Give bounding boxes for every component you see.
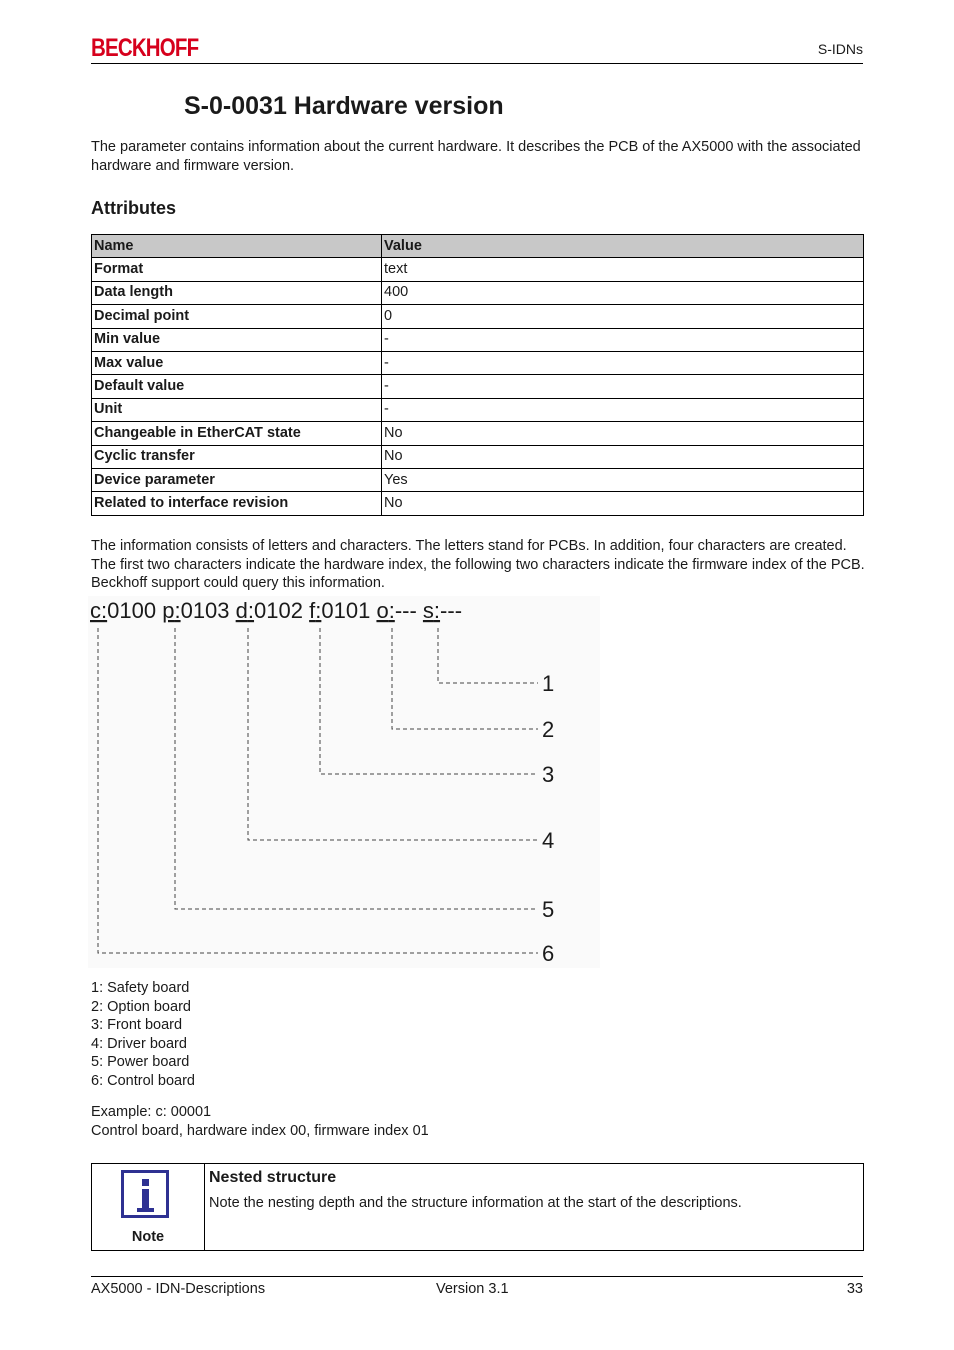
attribute-name: Changeable in EtherCAT state xyxy=(92,422,382,445)
intro-paragraph: The parameter contains information about the current hardware. It describes the PCB of the AX5000 with the associated hardware and firmware version. xyxy=(91,139,861,174)
callout-number: 3 xyxy=(542,762,555,787)
code-text xyxy=(90,598,462,623)
attribute-name: Min value xyxy=(92,328,382,351)
attribute-value: - xyxy=(382,375,864,398)
legend-item: 4: Driver board xyxy=(91,1035,187,1052)
code-colon: : xyxy=(174,598,181,623)
legend-item: 3: Front board xyxy=(91,1017,183,1033)
code-letter: c xyxy=(90,598,101,623)
beckhoff-logo: BECKHOFF xyxy=(91,34,199,62)
table-row xyxy=(92,398,864,421)
legend-item: 5: Power board xyxy=(91,1054,190,1070)
example-block xyxy=(91,1103,429,1140)
page-title: S-0-0031 Hardware version xyxy=(184,92,504,120)
code-colon: : xyxy=(101,598,108,623)
legend-item: 2: Option board xyxy=(91,998,191,1015)
code-letter: d xyxy=(235,598,248,623)
attribute-name: Unit xyxy=(92,398,382,421)
table-row xyxy=(92,468,864,491)
attribute-value: No xyxy=(382,422,864,445)
example-line: Example: c: 00001 xyxy=(91,1104,212,1120)
attributes-table xyxy=(91,234,864,516)
explanation-paragraph: The information consists of letters and characters. The letters stand for PCBs. In addition, four characters are created. The first two characters indicate the hardware index, the following two characters indicate the firmware index of the PCB. Beckhoff support could query this information. xyxy=(91,538,865,591)
attribute-value: text xyxy=(382,258,864,281)
footer-rule xyxy=(91,1276,863,1277)
code-letter: f xyxy=(309,598,316,623)
info-icon xyxy=(121,1170,169,1218)
note-box xyxy=(91,1163,864,1251)
attribute-name: Cyclic transfer xyxy=(92,445,382,468)
table-row xyxy=(92,258,864,281)
code-letter: s xyxy=(422,598,434,623)
code-value: --- xyxy=(440,598,463,623)
attribute-name: Max value xyxy=(92,351,382,374)
legend-item: 1: Safety board xyxy=(91,980,190,996)
table-header-row xyxy=(92,235,864,258)
diagram-background xyxy=(88,596,600,968)
callout-number: 6 xyxy=(542,941,555,966)
footer-version: Version 3.1 xyxy=(436,1281,509,1297)
table-row xyxy=(92,422,864,445)
attribute-value: No xyxy=(382,492,864,515)
example-line: Control board, hardware index 00, firmware index 01 xyxy=(91,1122,429,1139)
code-value: 0103 xyxy=(180,598,230,623)
code-value: 0100 xyxy=(107,598,157,623)
table-row xyxy=(92,328,864,351)
attribute-name: Format xyxy=(92,258,382,281)
table-row xyxy=(92,375,864,398)
table-row xyxy=(92,445,864,468)
footer-document-title: AX5000 - IDN-Descriptions xyxy=(91,1281,266,1297)
hardware-version-diagram xyxy=(88,596,600,968)
attribute-name: Decimal point xyxy=(92,305,382,328)
table-row xyxy=(92,281,864,304)
code-letter: o xyxy=(376,598,389,623)
note-label: Note xyxy=(131,1229,165,1245)
callout-number: 4 xyxy=(542,828,555,853)
attribute-value: - xyxy=(382,351,864,374)
code-colon: : xyxy=(388,598,395,623)
attributes-heading: Attributes xyxy=(91,198,176,218)
table-row xyxy=(92,351,864,374)
code-colon: : xyxy=(433,598,441,623)
attribute-value: 0 xyxy=(382,305,864,328)
code-string xyxy=(90,598,462,623)
legend-item: 6: Control board xyxy=(91,1072,195,1089)
header-section-label: S-IDNs xyxy=(817,41,863,57)
attribute-value: 400 xyxy=(382,281,864,304)
attribute-value: - xyxy=(382,398,864,421)
attribute-value: - xyxy=(382,328,864,351)
callout-number: 2 xyxy=(542,717,555,742)
callout-number: 1 xyxy=(542,671,555,696)
callout-number: 5 xyxy=(542,897,555,922)
note-icon-cell xyxy=(92,1164,205,1250)
note-title: Nested structure xyxy=(209,1169,337,1186)
attribute-value: No xyxy=(382,445,864,468)
attribute-name: Data length xyxy=(92,281,382,304)
code-value: --- xyxy=(394,598,417,623)
note-text: Note the nesting depth and the structure information at the start of the descriptions. xyxy=(209,1195,742,1211)
board-legend xyxy=(91,979,195,1090)
footer-page-number: 33 xyxy=(846,1281,863,1297)
table-row xyxy=(92,305,864,328)
code-letter: p xyxy=(162,598,175,623)
code-value: 0101 xyxy=(321,598,371,623)
column-header-value: Value xyxy=(382,235,864,258)
table-row xyxy=(92,492,864,515)
column-header-name: Name xyxy=(92,235,382,258)
code-value: 0102 xyxy=(254,598,303,623)
code-colon: : xyxy=(247,598,255,623)
attribute-name: Device parameter xyxy=(92,468,382,491)
attribute-value: Yes xyxy=(382,468,864,491)
attribute-name: Default value xyxy=(92,375,382,398)
code-colon: : xyxy=(315,598,322,623)
attribute-name: Related to interface revision xyxy=(92,492,382,515)
header-rule xyxy=(91,63,863,64)
